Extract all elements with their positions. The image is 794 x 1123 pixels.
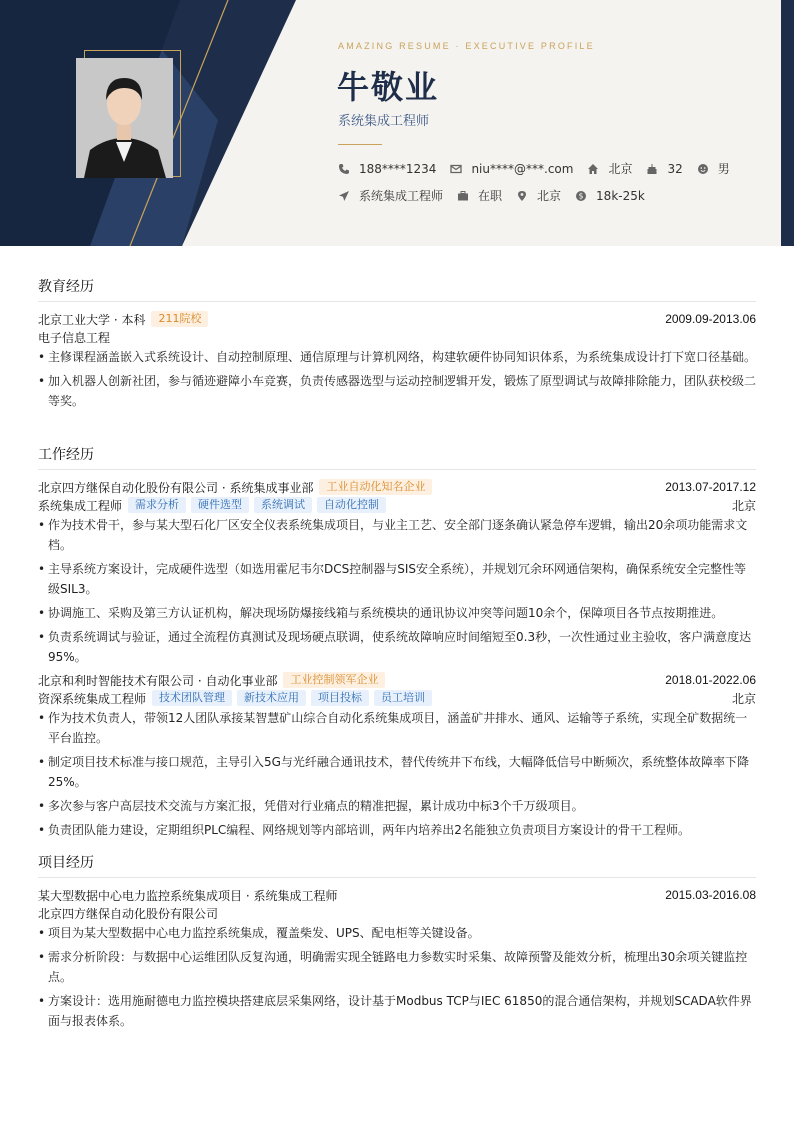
project-company: 北京四方继保自动化股份有限公司 bbox=[38, 906, 219, 921]
list-item: • 负责团队能力建设，定期组织PLC编程、网络规划等内部培训，两年内培养出2名能独立负责项目方案设计的骨干工程师。 bbox=[38, 820, 756, 840]
job-header bbox=[38, 478, 756, 496]
list-item: • 方案设计：选用施耐德电力监控模块搭建底层采集网络，设计基于Modbus TCP与IEC 61850的混合通信架构，并规划SCADA软件界面与报表体系。 bbox=[38, 991, 756, 1031]
company-name: 北京四方继保自动化股份有限公司 · 系统集成事业部 bbox=[38, 480, 314, 495]
project-header bbox=[38, 886, 756, 904]
cake-icon bbox=[646, 163, 658, 175]
section-title: 项目经历 bbox=[38, 852, 756, 878]
job-city: 北京 bbox=[731, 498, 756, 513]
tagline: AMAZING RESUME · EXECUTIVE PROFILE bbox=[338, 41, 595, 51]
job-date: 2013.07-2017.12 bbox=[665, 480, 756, 494]
project-name: 某大型数据中心电力监控系统集成项目 · 系统集成工程师 bbox=[38, 888, 338, 903]
project-date: 2015.03-2016.08 bbox=[665, 888, 756, 902]
briefcase-icon bbox=[457, 190, 469, 202]
list-item: • 负责系统调试与验证，通过全流程仿真测试及现场硬点联调，使系统故障响应时间缩短至0.3秒，一次性通过业主验收，客户满意度达95%。 bbox=[38, 627, 756, 667]
work-section bbox=[38, 444, 756, 844]
project-bullets bbox=[38, 923, 756, 1031]
email-info: niu****@***.com bbox=[450, 162, 573, 176]
job-position: 资深系统集成工程师 bbox=[38, 691, 147, 706]
target-city-info: 北京 bbox=[516, 187, 561, 204]
smile-icon bbox=[697, 163, 709, 175]
education-entry-header bbox=[38, 310, 756, 328]
list-item: • 需求分析阶段：与数据中心运维团队反复沟通，明确需实现全链路电力参数实时采集、故障预警及能效分析，梳理出30余项关键监控点。 bbox=[38, 947, 756, 987]
job-entry bbox=[38, 671, 756, 840]
section-title: 教育经历 bbox=[38, 276, 756, 302]
list-item: • 作为技术骨干，参与某大型石化厂区安全仪表系统集成项目，与业主工艺、安全部门逐条确认紧急停车逻辑，输出20余项功能需求文档。 bbox=[38, 515, 756, 555]
job-intent-row bbox=[338, 187, 659, 204]
svg-text:$: $ bbox=[578, 191, 584, 201]
list-item: • 作为技术负责人，带领12人团队承接某智慧矿山综合自动化系统集成项目，涵盖矿井排水、通风、运输等子系统，实现全矿数据统一平台监控。 bbox=[38, 708, 756, 748]
school-name: 北京工业大学 · 本科 bbox=[38, 312, 146, 327]
school-tag: 211院校 bbox=[151, 311, 208, 327]
job-position: 系统集成工程师 bbox=[38, 498, 123, 513]
phone-info: 188****1234 bbox=[338, 162, 436, 176]
list-item: • 加入机器人创新社团，参与循迹避障小车竞赛，负责传感器选型与运动控制逻辑开发，锻炼了原型调试与故障排除能力，团队获校级二等奖。 bbox=[38, 371, 756, 411]
contact-row bbox=[338, 160, 744, 177]
candidate-name: 牛敬业 bbox=[337, 68, 440, 106]
skill-tag: 需求分析 bbox=[128, 497, 186, 513]
list-item: • 主导系统方案设计，完成硬件选型（如选用霍尼韦尔DCS控制器与SIS安全系统），并规划冗余环网通信架构，确保系统安全完整性等级SIL3。 bbox=[38, 559, 756, 599]
divider bbox=[338, 144, 382, 145]
skill-tag: 硬件选型 bbox=[191, 497, 249, 513]
resume-header bbox=[0, 0, 794, 246]
hometown-info: 北京 bbox=[587, 160, 632, 177]
project-company-row bbox=[38, 904, 756, 922]
phone-icon bbox=[338, 163, 350, 175]
education-section bbox=[38, 276, 756, 415]
gender-info: 男 bbox=[697, 160, 730, 177]
list-item: • 制定项目技术标准与接口规范，主导引入5G与光纤融合通讯技术，替代传统井下布线，大幅降低信号中断频次，系统整体故障率下降25%。 bbox=[38, 752, 756, 792]
skill-tag: 系统调试 bbox=[254, 497, 312, 513]
target-position-info: 系统集成工程师 bbox=[338, 187, 443, 204]
skill-tag: 新技术应用 bbox=[237, 690, 306, 706]
education-major-row bbox=[38, 328, 756, 346]
job-bullets bbox=[38, 708, 756, 840]
education-date: 2009.09-2013.06 bbox=[665, 312, 756, 326]
job-bullets bbox=[38, 515, 756, 667]
section-title: 工作经历 bbox=[38, 444, 756, 470]
job-entry bbox=[38, 478, 756, 667]
major: 电子信息工程 bbox=[38, 330, 111, 345]
skill-tag: 技术团队管理 bbox=[152, 690, 232, 706]
job-date: 2018.01-2022.06 bbox=[665, 673, 756, 687]
company-name: 北京和利时智能技术有限公司 · 自动化事业部 bbox=[38, 673, 278, 688]
mail-icon bbox=[450, 163, 462, 175]
job-city: 北京 bbox=[731, 691, 756, 706]
skill-tag: 自动化控制 bbox=[317, 497, 386, 513]
salary-info: $ 18k-25k bbox=[575, 189, 645, 203]
projects-section bbox=[38, 852, 756, 1035]
list-item: • 多次参与客户高层技术交流与方案汇报，凭借对行业痛点的精准把握，累计成功中标3个千万级项目。 bbox=[38, 796, 756, 816]
education-bullets bbox=[38, 347, 756, 411]
location-pin-icon bbox=[516, 190, 528, 202]
home-icon bbox=[587, 163, 599, 175]
avatar bbox=[76, 58, 173, 178]
company-tag: 工业控制领军企业 bbox=[283, 672, 385, 688]
company-tag: 工业自动化知名企业 bbox=[319, 479, 432, 495]
job-header bbox=[38, 671, 756, 689]
age-info: 32 bbox=[646, 162, 682, 176]
status-info: 在职 bbox=[457, 187, 502, 204]
list-item: • 主修课程涵盖嵌入式系统设计、自动控制原理、通信原理与计算机网络，构建软硬件协同知识体系，为系统集成设计打下宽口径基础。 bbox=[38, 347, 756, 367]
skill-tag: 员工培训 bbox=[374, 690, 432, 706]
send-icon bbox=[338, 190, 350, 202]
job-position-row bbox=[38, 496, 756, 514]
money-icon bbox=[575, 190, 587, 202]
candidate-role: 系统集成工程师 bbox=[338, 114, 430, 129]
job-position-row bbox=[38, 689, 756, 707]
skill-tag: 项目投标 bbox=[311, 690, 369, 706]
list-item: • 项目为某大型数据中心电力监控系统集成，覆盖柴发、UPS、配电柜等关键设备。 bbox=[38, 923, 756, 943]
list-item: • 协调施工、采购及第三方认证机构，解决现场防爆接线箱与系统模块的通讯协议冲突等问题10余个，保障项目各节点按期推进。 bbox=[38, 603, 756, 623]
